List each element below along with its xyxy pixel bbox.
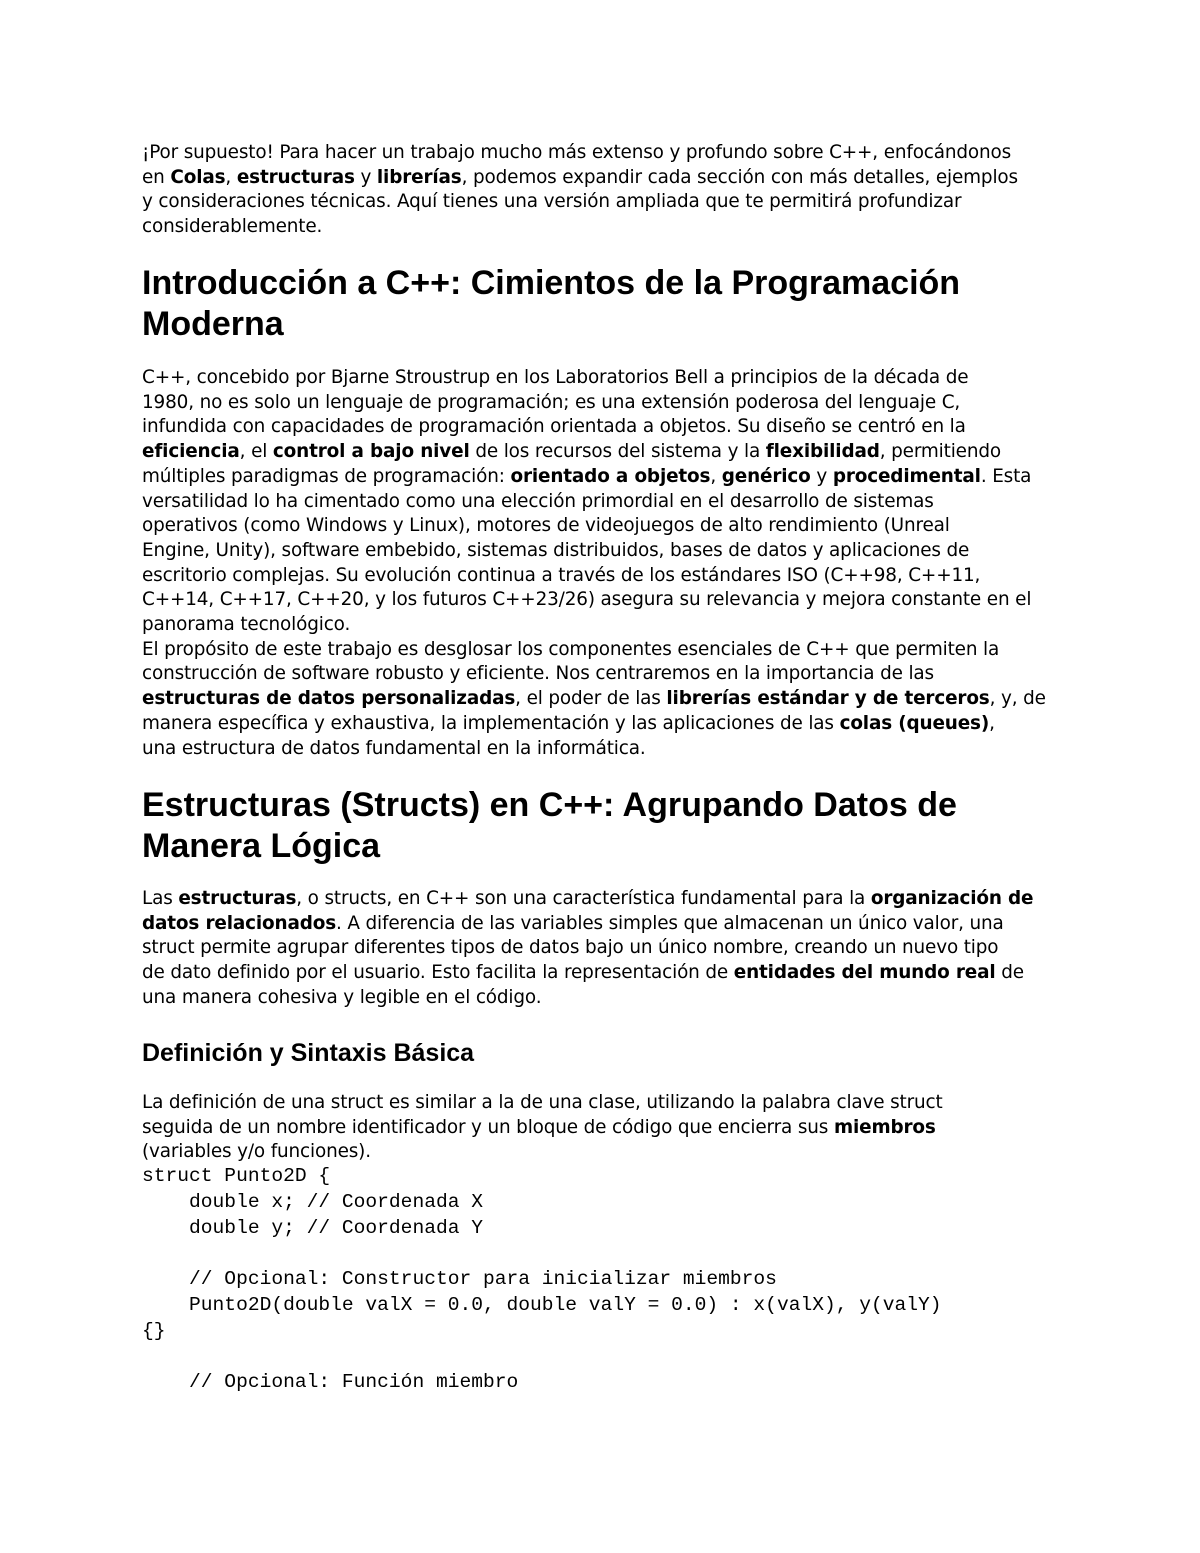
bold-term: orientado a objetos <box>510 465 711 487</box>
text-line: versatilidad lo ha cimentado como una elección primordial en el desarrollo de sistemas <box>142 490 934 512</box>
text-line: El propósito de este trabajo es desglosar los componentes esenciales de C++ que permiten la <box>142 638 1000 660</box>
text-line: Engine, Unity), software embebido, sistemas distribuidos, bases de datos y aplicaciones de <box>142 539 970 561</box>
bold-term: flexibilidad <box>765 441 880 463</box>
text-line: estructuras de datos personalizadas, el poder de las librerías estándar y de terceros, y, de <box>142 688 1046 710</box>
text-line: una manera cohesiva y legible en el código. <box>142 986 542 1008</box>
text-line: manera específica y exhaustiva, la implementación y las aplicaciones de las colas (queues), <box>142 712 995 734</box>
heading-line: Estructuras (Structs) en C++: Agrupando Datos de <box>142 786 957 824</box>
bold-term: control a bajo nivel <box>272 441 470 463</box>
text-line: operativos (como Windows y Linux), motores de videojuegos de alto rendimiento (Unreal <box>142 515 950 537</box>
bold-term: estructuras <box>178 888 297 909</box>
code-line: // Opcional: Constructor para inicializar miembros <box>142 1268 777 1291</box>
heading-line: Manera Lógica <box>142 827 381 865</box>
text-line: construcción de software robusto y eficiente. Nos centraremos en la importancia de las <box>142 663 934 685</box>
bold-term: librerías <box>376 166 462 188</box>
text-line: considerablemente. <box>142 216 323 238</box>
code-line: {} <box>142 1319 166 1342</box>
bold-term: Colas <box>170 166 226 188</box>
text-line: C++14, C++17, C++20, y los futuros C++23/26) asegura su relevancia y mejora constante en el <box>142 589 1032 611</box>
code-line: double x; // Coordenada X <box>142 1190 483 1213</box>
bold-term: datos relacionados <box>142 912 336 934</box>
text-line: infundida con capacidades de programación orientada a objetos. Su diseño se centró en la <box>142 416 966 438</box>
bold-term: estructuras de datos personalizadas <box>142 688 516 710</box>
code-line: Punto2D(double valX = 0.0, double valY = 0.0) : x(valX), y(valY) <box>142 1293 942 1316</box>
section-heading-intro <box>142 263 960 345</box>
text-line: (variables y/o funciones). <box>142 1141 371 1163</box>
bold-term: entidades del mundo real <box>733 962 996 984</box>
text-line: ¡Por supuesto! Para hacer un trabajo mucho más extenso y profundo sobre C++, enfocándonos <box>142 142 1012 163</box>
bold-term: procedimental <box>832 465 981 487</box>
text-line: y consideraciones técnicas. Aquí tienes una versión ampliada que te permitirá profundizar <box>142 191 962 213</box>
code-line <box>142 1345 942 1371</box>
bold-term: genérico <box>721 465 811 487</box>
code-line: // Opcional: Función miembro <box>142 1371 519 1394</box>
code-block <box>142 1164 942 1396</box>
intro-body-paragraph <box>142 366 1046 761</box>
text-line: panorama tecnológico. <box>142 614 351 636</box>
subsection-heading <box>142 1038 474 1068</box>
text-line: una estructura de datos fundamental en la informática. <box>142 737 646 759</box>
text-line: eficiencia, el control a bajo nivel de los recursos del sistema y la flexibilidad, permitiendo <box>142 441 1001 463</box>
text-line: Las estructuras, o structs, en C++ son una característica fundamental para la organización de <box>142 888 1034 909</box>
bold-term: estructuras <box>236 166 355 188</box>
bold-term: librerías estándar y de terceros <box>666 688 990 710</box>
syntax-paragraph <box>142 1091 943 1165</box>
bold-term: eficiencia <box>142 441 240 463</box>
heading-line: Introducción a C++: Cimientos de la Programación <box>142 264 961 302</box>
structs-paragraph <box>142 887 1033 1011</box>
bold-term: colas (queues) <box>839 712 990 734</box>
text-line: seguida de un nombre identificador y un bloque de código que encierra sus miembros <box>142 1116 936 1138</box>
text-line: escritorio complejas. Su evolución continua a través de los estándares ISO (C++98, C++11, <box>142 564 981 586</box>
text-line: en Colas, estructuras y librerías, podemos expandir cada sección con más detalles, ejemplos <box>142 166 1018 188</box>
intro-paragraph <box>142 141 1018 240</box>
heading-line: Definición y Sintaxis Básica <box>142 1039 475 1067</box>
code-line: struct Punto2D { <box>142 1165 331 1187</box>
text-line: C++, concebido por Bjarne Stroustrup en los Laboratorios Bell a principios de la década de <box>142 367 969 388</box>
text-line: datos relacionados. A diferencia de las variables simples que almacenan un único valor, una <box>142 912 1004 934</box>
bold-term: miembros <box>833 1116 936 1138</box>
text-line: de dato definido por el usuario. Esto facilita la representación de entidades del mundo real de <box>142 962 1024 984</box>
text-line: La definición de una struct es similar a la de una clase, utilizando la palabra clave struct <box>142 1092 943 1113</box>
text-line: 1980, no es solo un lenguaje de programación; es una extensión poderosa del lenguaje C, <box>142 391 961 413</box>
text-line: múltiples paradigmas de programación: orientado a objetos, genérico y procedimental. Esta <box>142 465 1032 487</box>
code-line <box>142 1241 942 1267</box>
code-line: double y; // Coordenada Y <box>142 1216 483 1239</box>
bold-term: organización de <box>870 888 1034 909</box>
text-line: struct permite agrupar diferentes tipos de datos bajo un único nombre, creando un nuevo tipo <box>142 937 999 959</box>
heading-line: Moderna <box>142 305 284 343</box>
section-heading-structs <box>142 785 957 867</box>
